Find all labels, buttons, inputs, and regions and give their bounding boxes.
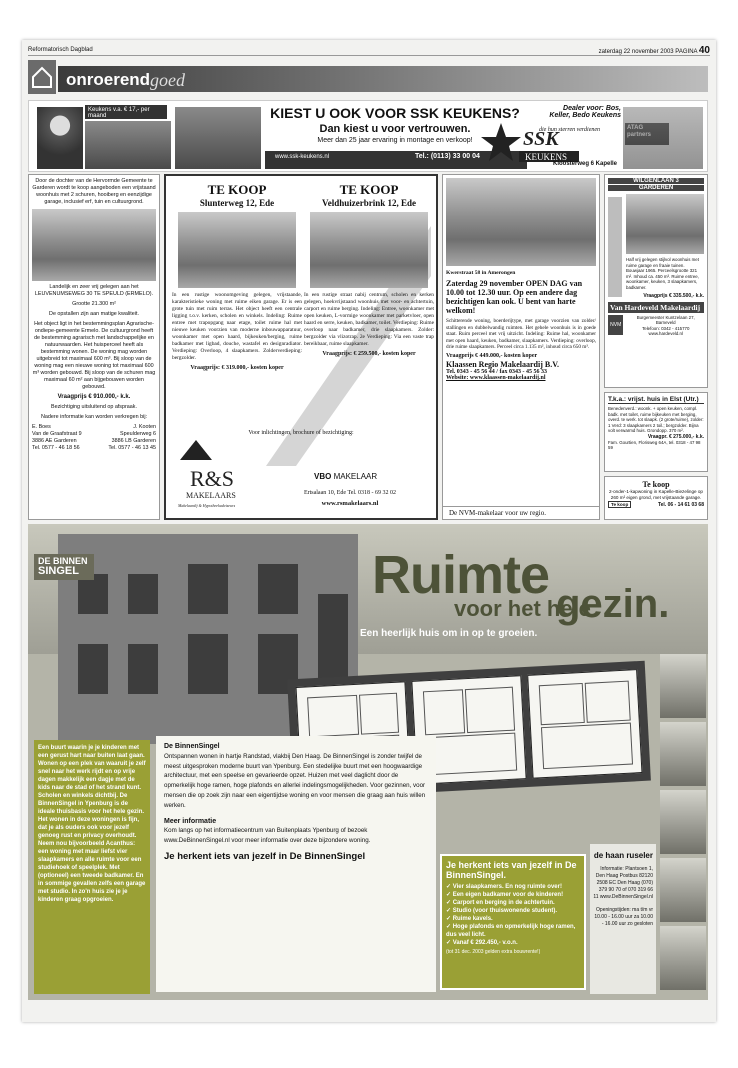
voor-heading: voor het hele: [454, 596, 591, 621]
newspaper-page: [22, 40, 716, 1022]
ssk-contact-strip: www.ssk-keukens.nl Tel.: (0113) 33 00 04: [265, 151, 527, 169]
house-photo: [310, 212, 428, 288]
rs-address: Ertsalaan 10, Ede Tel. 0318 - 69 32 02: [303, 490, 397, 496]
interior-photo: [660, 722, 706, 786]
rs-website: www.rsmakelaars.nl: [321, 500, 379, 507]
interior-photos: [660, 654, 706, 994]
page-header: [28, 44, 710, 56]
farm-advert: Door de dochter van de Hervormde Gemeente te Garderen wordt te koop aangeboden een vrijstaand woonhuis met 2 schuren, hooiberg en eenzijdige garage, inclusief erf, tuin en cultuurgrond. Landelijk en zeer vrij gelegen aan het LEUVENUMSEWEG 30 TE SPEULD (ERMELO). Grootte 21.300 m² De opstallen zijn aan matige kwaliteit. Het object ligt in het bestemmingsplan Agrarische-ondiepe-gemeente Ermelo. De cultuurgrond heeft de bestemming agrarisch met landschappelijke en natuurwaarden. Het huisperceel heeft als bestemming wonen. De woning mag worden uitgebreid tot maximaal 600 m³. Bij sloop van de woning mag een nieuwe woning tot maximaal 600 m³ worden gebouwd. Bij sloop van de schuren mag maximaal 60 m² aan bijgebouwen worden gebouwd. Vraagprijs € 910.000,- k.k. Bezichtiging uitsluitend op afspraak. Nadere informatie kan worden verkregen bij: E. Boes Van de Graafstraat 9 3886 AE Garderen Tel. 0577 - 46 18 56 J. Kooten Speulderweg 6 3886 LB Garderen Tel. 0577 - 46 13 45: [28, 174, 160, 520]
house-icon: [28, 60, 56, 94]
svg-text:KEUKENS: KEUKENS: [525, 152, 567, 162]
klaassen-advert: Kwerstraat 58 in Amerongen Zaterdag 29 november OPEN DAG van 10.00 tot 12.30 uur. Op een andere dag bezichtigen kan ook. U bent van harte welkom! Schitterende woning, boerderijtype, met garage voorzien van zolder/ stallingen en dubbelwandig ruimten. Het gehele woonhuis is in goede staat. Ruim perceel met vrij uitzicht. Indeling: Ruime hal, woonkamer met open haard, keuken, badkamer, slaapkamers. Verdieping: overloop, drie ruime slaapkamers. Perceel circa 1.135 m², inhoud circa 650 m³. Vraagprijs € 449.000,- kosten koper Klaassen Regio Makelaardij B.V. Tel. 0343 - 45 56 44 / fax 0343 - 45 56 33 Website: www.klaassen-makelaardij.nl De NVM-makelaar voor uw regio.: [442, 174, 600, 520]
ssk-subtitle: Dan kiest u voor vertrouwen.: [319, 123, 471, 135]
interior-photo: [660, 926, 706, 990]
vbo-logo: VBO MAKELAAR: [314, 472, 378, 481]
interior-photo: [660, 654, 706, 718]
interior-photo: [660, 858, 706, 922]
family-text-box: Een buurt waarin je je kinderen met een gerust hart naar buiten laat gaan. Wonen op een plek van waaruit je zelf snel naar het werk rijdt en op vrije dagen makkelijk een dagje met de kids naar de stad of het strand kunt. Scholen en winkels dichtbij. De BinnenSingel in Ypenburg is de ideale thuisbasis voor het hele gezin. Het wonen in deze woningen is fijn, dat je als ouders ook voor jezelf genoeg rust en privacy overhoudt. Neem nou bijvoorbeeld Acanthus: een woning met maar liefst vier slaapkamers en alle ruimte voor een studiehoek of speelplek. Met (optioneel) een tweede badkamer. En in sommige gevallen zelfs een garage met studio. In zo'n huis zie je je kinderen graag opgroeien.: [34, 740, 150, 994]
tagline: Een heerlijk huis om in op te groeien.: [360, 628, 538, 639]
farmhouse-photo: [32, 209, 156, 281]
rs-logo: [176, 438, 250, 510]
nvm-logo: NVM: [608, 315, 623, 335]
rs-makelaars-advert: [164, 174, 438, 520]
section-title: onroerend: [66, 70, 151, 89]
wilgenlaan-advert: WILGENLAAN 3 GARDEREN Half vrij gelegen stijlvol woonhuis met ruime garage en fraaie tuinen. Bouwjaar 1965. Perceelsgrootte 321 m². Inhoud ca. 450 m³. Ruime entree, woonkamer, keuken, 3 slaapkamers, badkamer. Vraagprijs € 335.500,- k.k. Van Hardeveld Makelaardij NVM Burgemeester Kuntzelaan 27, Barneveld Telefoon: 0342 - 415770 www.hardeveld.nl: [604, 174, 708, 388]
svg-text:MAKELAARS: MAKELAARS: [186, 491, 236, 500]
ssk-dealer: Dealer voor: Bos, Keller, Bedo Keukens: [549, 105, 621, 119]
house-photo: [626, 194, 704, 254]
gezin-heading: gezin.: [556, 582, 670, 626]
ssk-address: Kloosterweg 6 Kapelle: [553, 161, 618, 167]
elst-advert: T.k.a.: vrijst. huis in Elst (Utr.) Benedenverd.: woonk. + open keuken, compl. badk. met toilet, ruime bijkeuken met berging, overd. te werk. tot slaapk. (2 grote/ruime), zolder: 1 Verd: 3 slaapkamers 2 toil.; bergzolder. Bijna volt verwarmd huis. Grondopp. 370 m². Vraagpr. € 275.000,- k.k. Fam. Gourtien, Florisweg 64A, tel. 0318 - 47 98 59: [604, 392, 708, 472]
te-koop-sign: Te koop: [608, 501, 631, 508]
nvm-footer: De NVM-makelaar voor uw regio.: [443, 506, 599, 519]
newspaper-name: Reformatorisch Dagblad: [28, 47, 93, 53]
house-photo: [178, 212, 296, 288]
kitchen-photo: [85, 121, 171, 169]
features-box: Je herkent iets van jezelf in De BinnenSingel. ✓ Vier slaapkamers. En nog ruimte over! ✓ Een eigen badkamer voor de kinderen! ✓ Carport en berging in de achtertuin. ✓ Studio (voor thuiswonende student). ✓ Ruime kavels. ✓ Hoge plafonds en opmerkelijk hoge ramen, dus veel licht. ✓ Vanaf € 292.450,- v.o.n. (tot 31 dec. 2003 gelden extra bouwrente!): [440, 854, 586, 990]
salesman-photo: [37, 107, 83, 169]
interior-photo: [660, 790, 706, 854]
page-date: zaterdag 22 november 2003 PAGINA 40: [598, 45, 710, 56]
farmhouse-photo: [446, 178, 596, 266]
svg-text:R&S: R&S: [190, 466, 235, 491]
ssk-advert: [28, 100, 708, 172]
kitchen-price: Keukens v.a. € 17,- per maand: [85, 105, 167, 119]
right-column: [604, 174, 708, 520]
svg-text:SSK: SSK: [523, 128, 559, 150]
sales-contact: de haan ruseler Informatie: Plantsoen 1, Den Haag Postbus 82120 2508 EC Den Haag (070) 379 90 70 of 070 319 66 11 www.DeBinnenSingel.nl Openingstijden: ma t/m vr 10.00 - 16.00 uur za 10.00 - 16.00 uur zo gesloten: [590, 844, 656, 994]
kitchen-photo: [175, 107, 261, 169]
svg-text:Makelaardij & Hypotheekadviseu: Makelaardij & Hypotheekadviseurs: [178, 503, 236, 508]
kitchen-photo: [623, 107, 703, 169]
listing-slunterweg: TE KOOP Slunterweg 12, Ede In een rustige woonomgeving gelegen, vrijstaande, karakteristieke woning met ruime eiken garage. Er is een grote tuin met ruim terras. Het object heeft een centrale ligging t.o.v. kerken, scholen en winkels. Indeling: Ruime entree met trapopgang naar etage, toilet ruime hal met nieuwe keuken voorzien van moderne inbouwapparatuur, woonkamer met open haard, bijkeuken/berging, ruime badkamer met ligbad, douche, wastafel en designradiator. Verdieping: Overloop, 4 slaapkamers. Zolderverdieping: bergzolder. Vraagprijs: € 319.000,- kosten koper: [172, 182, 302, 371]
binnensingel-advert: [28, 524, 708, 1000]
ruimte-heading: Ruimte: [372, 545, 550, 605]
listing-veldhuizerbrink: TE KOOP Veldhuizerbrink 12, Ede In een rustige straat nabij centrum, scholen en kerken gelegen, hoekvrijstaand woonhuis met voor- en achtertuin, carport en ruime berging. Indeling: Entree, woonkamer met open keuken, L-vormige woonkamer met parketvloer, open haard en serre, keuken, badkamer, toilet. Verdieping: Ruime overloop naar badkamer, drie slaapkamers. Zolder: bergzolder via vlizotrap. 2e Verdieping: Via een vaste trap bereikbaar, ruime slaapkamer. Vraagprijs: € 259.500,- kosten koper: [304, 182, 434, 357]
binnensingel-logo: DE BINNEN SINGEL: [34, 554, 94, 580]
ssk-title: KIEST U OOK VOOR SSK KEUKENS?: [270, 105, 520, 121]
ssk-experience: Meer dan 25 jaar ervaring in montage en verkoop!: [317, 137, 473, 144]
section-banner: [28, 60, 708, 94]
section-title-italic: goed: [150, 70, 185, 90]
binnensingel-description: De BinnenSingel Ontspannen wonen in hartje Randstad, vlakbij Den Haag. De BinnenSingel is zonder twijfel de meest uitgesproken moderne buurt van Ypenburg. Een stedelijke buurt met een hoogwaardige architectuur, met een speelse en gevarieerde opzet. Huizen met veel daglicht door de opmerkelijk hoge ramen, hoge plafonds en allerlei indelingsmogelijkheden. Voor gezinnen, voor mensen die op zoek zijn naar een eigentijdse woning en voor mensen die graag aan huis willen werken. Meer informatie Kom langs op het informatiecentrum van Buitenplaats Ypenburg of bezoek www.DeBinnenSingel.nl voor meer informatie over deze bijzondere woning. Je herkent iets van jezelf in De BinnenSingel: [156, 736, 436, 992]
ssk-tagline: die hun sterren verdienen: [539, 127, 601, 133]
kapelle-advert: Te koop 2-onder-1-kapwoning in Kapelle-Biezelinge op 260 m² eigen grond, met vrijstaande garage. Te koop Tel. 06 - 14 61 03 68: [604, 476, 708, 520]
rs-contact-line: Voor inlichtingen, brochure of bezichtiging:: [248, 430, 354, 436]
